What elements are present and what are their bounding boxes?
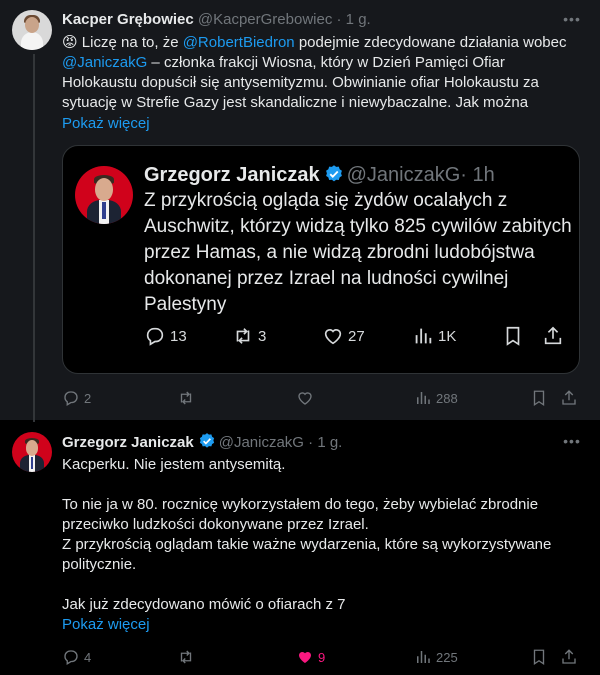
bookmark-icon <box>530 648 548 666</box>
avatar-kacper[interactable] <box>12 10 52 50</box>
like-button[interactable] <box>296 646 325 668</box>
post2-p3: Z przykrością oglądam takie ważne wydarzenia, które są wykorzystywane politycznie. <box>62 536 552 573</box>
show-more-link[interactable]: Pokaż więcej <box>62 115 150 132</box>
post2-header <box>62 432 342 453</box>
views-icon <box>414 648 432 666</box>
reply-count: 13 <box>170 327 187 345</box>
reply-icon <box>144 325 166 347</box>
quote-author-name[interactable]: Grzegorz Janiczak <box>144 164 320 186</box>
repost-count: 3 <box>258 327 267 345</box>
views-button[interactable] <box>414 646 458 668</box>
repost-button[interactable] <box>232 325 266 347</box>
share-icon <box>542 325 564 347</box>
thread-line <box>33 54 35 422</box>
share-icon <box>560 389 578 407</box>
reply-button[interactable] <box>62 387 91 409</box>
quote-time[interactable]: · 1h <box>460 164 495 186</box>
views-count: 288 <box>436 390 458 406</box>
repost-icon <box>177 648 195 666</box>
post2-p1: Kacperku. Nie jestem antysemitą. <box>62 456 286 473</box>
more-icon[interactable]: ••• <box>563 433 581 449</box>
bookmark-icon <box>530 389 548 407</box>
author-name[interactable]: Kacper Grębowiec <box>62 11 194 28</box>
views-button[interactable] <box>414 387 458 409</box>
repost-icon <box>177 389 195 407</box>
post-time[interactable]: · 1 g. <box>336 11 371 28</box>
like-icon <box>296 389 314 407</box>
share-button[interactable] <box>560 387 578 409</box>
post1-action-bar <box>62 387 580 409</box>
reply-button[interactable] <box>144 325 187 347</box>
reply-icon <box>62 648 80 666</box>
like-count: 9 <box>318 649 326 665</box>
author-name[interactable]: Grzegorz Janiczak <box>62 434 194 451</box>
more-icon[interactable]: ••• <box>563 11 581 27</box>
angry-emoji: 😡 <box>62 34 78 51</box>
post2-action-bar <box>62 646 580 668</box>
mention-janiczakg[interactable]: @JaniczakG <box>62 54 148 71</box>
like-icon <box>296 648 314 666</box>
like-count: 27 <box>348 327 365 345</box>
verified-icon <box>198 432 216 450</box>
reply-icon <box>62 389 80 407</box>
post1-header <box>62 10 371 30</box>
bookmark-button[interactable] <box>502 325 524 347</box>
quote-text: Z przykrością ogląda się żydów ocalałych z Auschwitz, którzy widzą tylko 825 cywilów zabitych przez Hamas, a nie widzą zbrodni ludobójstwa dokonanej przez Izrael na ludności cywilnej Palestyny <box>144 190 572 315</box>
bookmark-button[interactable] <box>530 646 548 668</box>
avatar-janiczak[interactable] <box>12 432 52 472</box>
like-button[interactable] <box>296 387 314 409</box>
bookmark-button[interactable] <box>530 387 548 409</box>
post2-p4: Jak już zdecydowano mówić o ofiarach z 7 <box>62 596 346 613</box>
repost-button[interactable] <box>177 387 195 409</box>
post2-p2: To nie ja w 80. rocznicę wykorzystałem do tego, żeby wybielać zbrodnie przeciwko ludzkości dokonywane przez Izrael. <box>62 496 539 533</box>
mention-robertbiedron[interactable]: @RobertBiedron <box>182 34 295 51</box>
share-button[interactable] <box>560 646 578 668</box>
quote-header <box>144 162 495 188</box>
share-button[interactable] <box>542 325 564 347</box>
quote-action-bar <box>144 325 564 347</box>
reply-count: 4 <box>84 649 92 665</box>
show-more-link[interactable]: Pokaż więcej <box>62 616 150 633</box>
bookmark-icon <box>502 325 524 347</box>
avatar-janiczak-quote[interactable] <box>75 166 133 224</box>
reply-button[interactable] <box>62 646 91 668</box>
views-icon <box>414 389 432 407</box>
post-time[interactable]: · 1 g. <box>308 434 343 451</box>
views-count: 225 <box>436 649 458 665</box>
post1-text: 😡 Liczę na to, że @RobertBiedron podejmie zdecydowane działania wobec @JaniczakG – członka frakcji Wiosna, który w Dzień Pamięci Ofiar Holokaustu dopuścił się antysemityzmu. Obwinianie ofiar Holokaustu za sytuację w Strefie Gazy jest skandaliczne i niewybaczalne. Jak można <box>62 34 567 111</box>
share-icon <box>560 648 578 666</box>
verified-icon <box>324 164 344 184</box>
views-button[interactable] <box>412 325 456 347</box>
views-icon <box>412 325 434 347</box>
reply-count: 2 <box>84 390 92 406</box>
author-handle[interactable]: @KacperGrebowiec <box>197 11 333 28</box>
repost-icon <box>232 325 254 347</box>
quote-author-handle[interactable]: @JaniczakG <box>346 164 461 186</box>
repost-button[interactable] <box>177 646 195 668</box>
author-handle[interactable]: @JaniczakG <box>218 434 304 451</box>
views-count: 1K <box>438 327 457 345</box>
like-icon <box>322 325 344 347</box>
like-button[interactable] <box>322 325 365 347</box>
